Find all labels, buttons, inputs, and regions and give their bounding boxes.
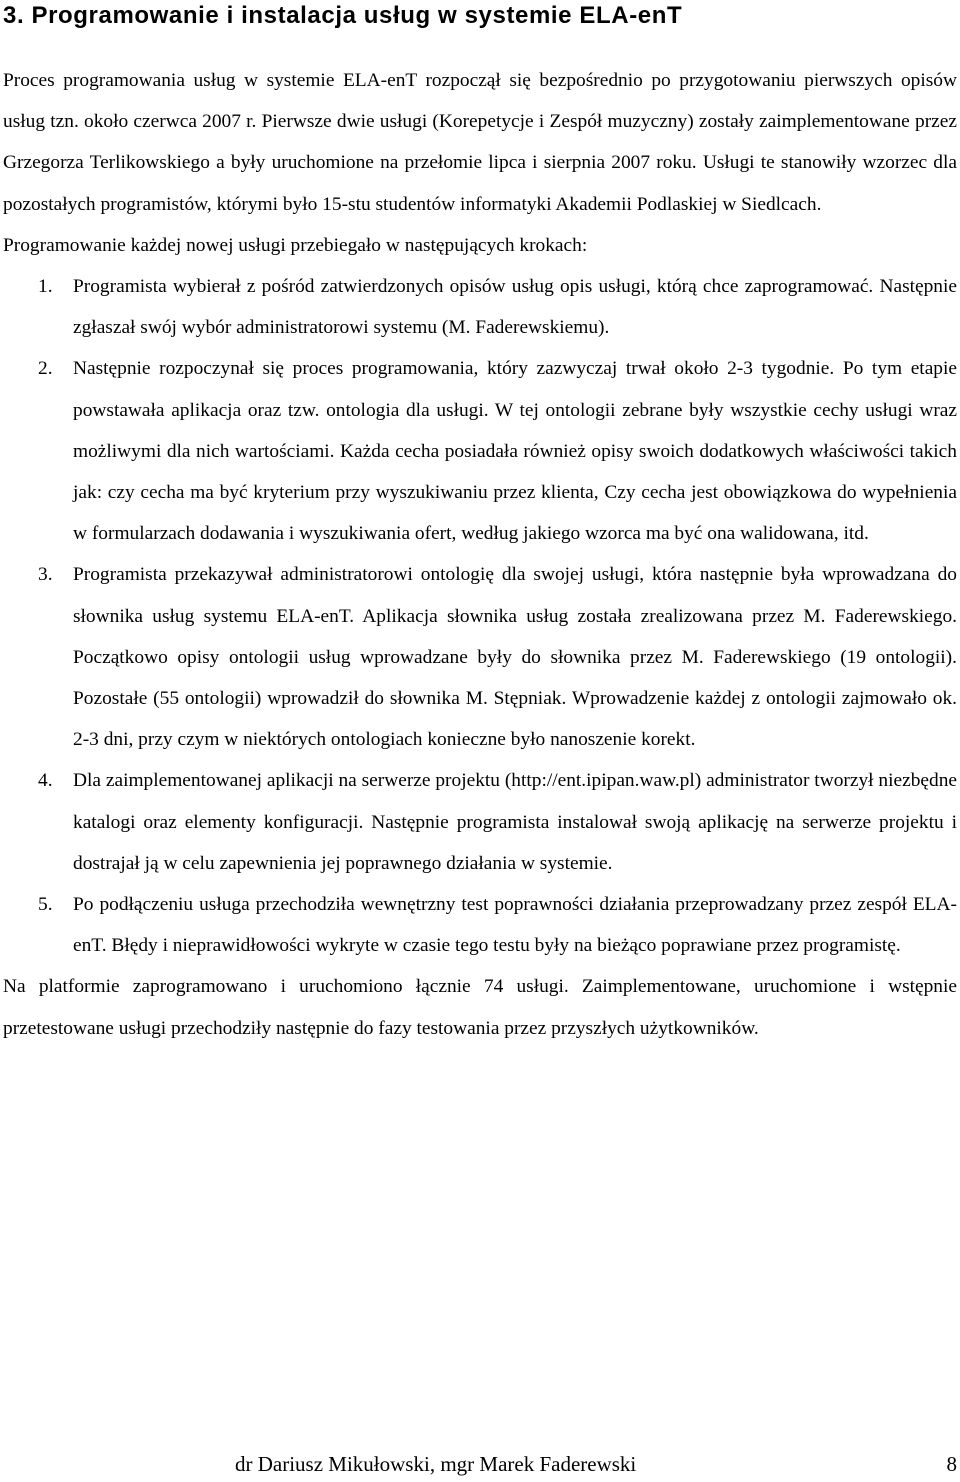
- list-item: [3, 884, 957, 966]
- list-item: [3, 554, 957, 760]
- page-footer: [3, 1452, 957, 1482]
- steps-intro: Programowanie każdej nowej usługi przebiegało w następujących krokach:: [3, 234, 588, 256]
- list-item-number: 1.: [38, 276, 53, 298]
- list-item-text: Dla zaimplementowanej aplikacji na serwerze projektu (http://ent.ipipan.waw.pl) administrator tworzył niezbędne katalogi oraz elementy konfiguracji. Następnie programista instalował swoją aplikację na serwerze projektu i dostrajał ją w celu zapewnienia jej poprawnego działania w systemie.: [73, 770, 957, 874]
- list-item-text: Programista przekazywał administratorowi ontologię dla swojej usługi, która następnie była wprowadzana do słownika usług systemu ELA-enT. Aplikacja słownika usług została zrealizowana przez M. Faderewskiego. Początkowo opisy ontologii usług wprowadzane były do słownika przez M. Faderewskiego (19 ontologii). Pozostałe (55 ontologii) wprowadził do słownika M. Stępniak. Wprowadzenie każdej z ontologii zajmowało ok. 2-3 dni, przy czym w niektórych ontologiach konieczne było nanoszenie korekt.: [73, 564, 957, 751]
- page-number: 8: [946, 1452, 957, 1476]
- list-item: [3, 760, 957, 884]
- closing-paragraph: Na platformie zaprogramowano i uruchomiono łącznie 74 usługi. Zaimplementowane, uruchomione i wstępnie przetestowane usługi przechodziły następnie do fazy testowania przez przyszłych użytkowników.: [3, 976, 957, 1039]
- footer-authors: dr Dariusz Mikułowski, mgr Marek Faderewski: [235, 1452, 637, 1476]
- list-item-number: 5.: [38, 894, 53, 916]
- section-body: [3, 60, 957, 1049]
- list-item-text: Następnie rozpoczynał się proces programowania, który zazwyczaj trwał około 2-3 tygodnie. Po tym etapie powstawała aplikacja oraz tzw. ontologia dla usługi. W tej ontologii zebrane były wszystkie cechy usługi wraz możliwymi dla nich wartościami. Każda cecha posiadała również opisy swoich dodatkowych właściwości takich jak: czy cecha ma być kryterium przy wyszukiwaniu przez klienta, Czy cecha jest obowiązkowa do wypełnienia w formularzach dodawania i wyszukiwania ofert, według jakiego wzorca ma być ona walidowana, itd.: [73, 358, 957, 545]
- list-item-number: 2.: [38, 358, 53, 380]
- list-item: [3, 348, 957, 554]
- steps-list: [3, 266, 957, 966]
- section-heading: 3. Programowanie i instalacja usług w systemie ELA-enT: [3, 2, 683, 29]
- list-item-text: Po podłączeniu usługa przechodziła wewnętrzny test poprawności działania przeprowadzany przez zespół ELA-enT. Błędy i nieprawidłowości wykryte w czasie tego testu były na bieżąco poprawiane przez programistę.: [73, 894, 957, 957]
- list-item: [3, 266, 957, 348]
- list-item-text: Programista wybierał z pośród zatwierdzonych opisów usług opis usługi, którą chce zaprogramować. Następnie zgłaszał swój wybór administratorowi systemu (M. Faderewskiemu).: [73, 276, 957, 339]
- list-item-number: 4.: [38, 770, 53, 792]
- intro-paragraph: Proces programowania usług w systemie ELA-enT rozpoczął się bezpośrednio po przygotowaniu pierwszych opisów usług tzn. około czerwca 2007 r. Pierwsze dwie usługi (Korepetycje i Zespół muzyczny) zostały zaimplementowane przez Grzegorza Terlikowskiego a były uruchomione na przełomie lipca i sierpnia 2007 roku. Usługi te stanowiły wzorzec dla pozostałych programistów, którymi było 15-stu studentów informatyki Akademii Podlaskiej w Siedlcach.: [3, 70, 957, 215]
- list-item-number: 3.: [38, 564, 53, 586]
